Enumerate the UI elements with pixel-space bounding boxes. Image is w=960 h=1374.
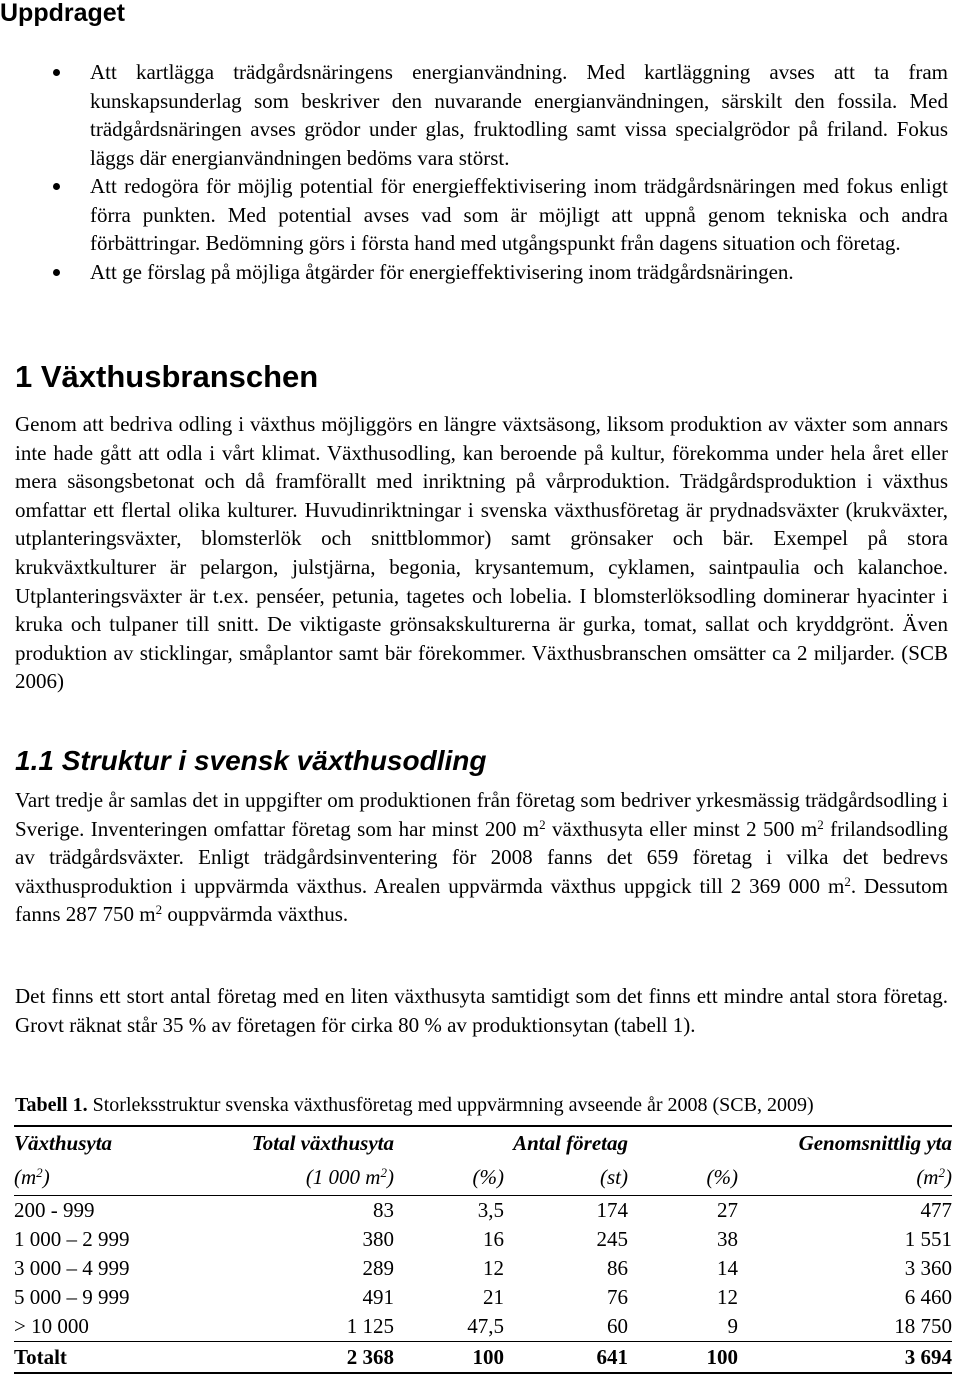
table-caption-label: Tabell 1. <box>15 1094 88 1116</box>
table-cell: 1 000 – 2 999 <box>14 1227 130 1251</box>
unit-text: ) <box>945 1164 952 1189</box>
text-span: frilandsodling av trädgårdsväxter. Enligt trädgårdsinventering för 2008 fanns det 659 företag i vilka det bedrevs växthusproduktion i uppvärmda växthus. Arealen uppvärmda växthus uppgick till 2 369 000 m <box>15 816 948 898</box>
text-span: växthusyta eller minst 2 500 m <box>545 816 818 841</box>
header-cell-empty <box>394 1126 504 1159</box>
table-cell: 83 <box>373 1198 394 1222</box>
total-cell: 2 368 <box>214 1342 394 1374</box>
unit-cell: (st) <box>504 1159 628 1196</box>
header-cell: Genomsnittlig yta <box>738 1126 952 1159</box>
table-cell: 1 125 <box>346 1314 394 1338</box>
table-cell: 86 <box>607 1256 628 1280</box>
table-row <box>14 1254 952 1283</box>
bullet-dot-icon <box>53 69 60 76</box>
superscript: 2 <box>380 1164 387 1180</box>
table-cell: 3,5 <box>477 1198 504 1222</box>
table-cell: 477 <box>920 1198 952 1222</box>
text-span: ouppvärmda växthus. <box>162 902 349 927</box>
table-cell: 76 <box>607 1285 628 1309</box>
superscript: 2 <box>817 816 824 832</box>
superscript: 2 <box>155 902 163 918</box>
bullet-text: Att kartlägga trädgårdsnäringens energianvändning. Med kartläggning avses att ta fram kunskapsunderlag som beskriver den nuvarande energianvändningen, särskilt den fossila. Med trädgårdsnäringen avses grödor under glas, fruktodling samt vissa specialgrödor på friland. Fokus läggs där energianvändningen bedöms vara störst. <box>90 60 948 170</box>
header-cell: Antal företag <box>504 1126 628 1159</box>
table-cell: 289 <box>362 1256 394 1280</box>
table-cell: 14 <box>717 1256 738 1280</box>
section-1-1-paragraph-1 <box>15 786 948 929</box>
bullet-dot-icon <box>53 183 60 190</box>
total-cell: 3 694 <box>738 1342 952 1374</box>
table-total-row <box>14 1342 952 1374</box>
table-cell: 491 <box>362 1285 394 1309</box>
header-cell: Växthusyta <box>14 1126 214 1159</box>
table-caption-text: Storleksstruktur svenska växthusföretag med uppvärmning avseende år 2008 (SCB, 2009) <box>87 1094 814 1116</box>
table-cell: 18 750 <box>894 1314 952 1338</box>
table-cell: 27 <box>717 1198 738 1222</box>
superscript: 2 <box>938 1164 945 1180</box>
bullet-text: Att redogöra för möjlig potential för energieffektivisering inom trädgårdsnäringen med fokus enligt förra punkten. Med potential avses vad som är möjligt att uppnå genom tekniska och andra förbättringar. Bedömning görs i första hand med utgångspunkt från dagens situation och företag. <box>90 174 948 255</box>
table-cell: 38 <box>717 1227 738 1251</box>
table-cell: > 10 000 <box>14 1314 89 1338</box>
total-cell: 100 <box>628 1342 738 1374</box>
superscript: 2 <box>36 1164 43 1180</box>
header-cell: Total växthusyta <box>214 1126 394 1159</box>
unit-cell <box>14 1159 214 1196</box>
table-cell: 21 <box>483 1285 504 1309</box>
total-cell: 100 <box>394 1342 504 1374</box>
table-cell: 6 460 <box>904 1285 952 1309</box>
assignment-bullet-list <box>0 58 960 286</box>
unit-text: ) <box>387 1164 394 1189</box>
text-span: Vart tredje år samlas det in uppgifter om produktionen från företag som bedriver yrkesmässig trädgårdsodling i Sverige. Inventeringen omfattar företag som har minst 200 m <box>15 788 948 841</box>
table-cell: 47,5 <box>467 1314 504 1338</box>
section-1-paragraph: Genom att bedriva odling i växthus möjliggörs en längre växtsäsong, liksom produktion av växter som annars inte hade gått att odla i vårt klimat. Växthusodling, kan beroende på kultur, förekomma under hela året eller mera säsongsbetonat och då framförallt med inriktning på vårproduktion. Trädgårdsproduktion i växthus omfattar ett flertal olika kulturer. Huvudinriktningar i svenska växthusföretag är prydnadsväxter (krukväxter, utplanteringsväxter, blomsterlök och snittblommor) samt grönsaker och bär. Exempel på stora krukväxtkulturer är pelargon, julstjärna, begonia, krysantemum, cyklamen, saintpaulia och kalanchoe. Utplanteringsväxter är t.ex. penséer, petunia, tagetes och lobelia. I blomsterlöksodling dominerar hyacinter i kruka och tulpaner till snitt. De viktigaste grönsakskulturerna är gurka, tomat, sallat och kryddgrönt. Även produktion av sticklingar, småplantor samt bär förekommer. Växthusbranschen omsätter ca 2 miljarder. (SCB 2006) <box>15 412 948 694</box>
superscript: 2 <box>539 816 546 832</box>
table-caption <box>15 1092 814 1118</box>
table-cell: 3 360 <box>904 1256 952 1280</box>
table-cell: 60 <box>607 1314 628 1338</box>
unit-text: (m <box>14 1164 37 1189</box>
table-cell: 12 <box>483 1256 504 1280</box>
bullet-text: Att ge förslag på möjliga åtgärder för energieffektivisering inom trädgårdsnäringen. <box>90 259 794 284</box>
table-unit-row <box>14 1159 952 1196</box>
total-cell: Totalt <box>14 1342 214 1374</box>
heading-uppdraget: Uppdraget <box>0 0 125 27</box>
header-cell-empty <box>628 1126 738 1159</box>
size-structure-table <box>14 1125 952 1374</box>
table-row <box>14 1196 952 1226</box>
table-cell: 3 000 – 4 999 <box>14 1256 130 1280</box>
unit-cell <box>738 1159 952 1196</box>
table-cell: 380 <box>362 1227 394 1251</box>
bullet-item <box>0 172 960 258</box>
table-cell: 174 <box>596 1198 628 1222</box>
text-span: . Dessutom fanns 287 750 m <box>15 873 948 927</box>
bullet-dot-icon <box>53 269 60 276</box>
unit-text: ) <box>42 1164 50 1189</box>
unit-cell: (%) <box>394 1159 504 1196</box>
unit-cell: (%) <box>628 1159 738 1196</box>
table-cell: 200 - 999 <box>14 1198 95 1222</box>
table-cell: 245 <box>596 1227 628 1251</box>
table-cell: 1 551 <box>904 1227 952 1251</box>
bullet-item <box>0 258 960 287</box>
table-cell: 12 <box>717 1285 738 1309</box>
section-1-heading: 1 Växthusbranschen <box>15 359 319 394</box>
superscript: 2 <box>844 873 851 889</box>
table-row <box>14 1283 952 1312</box>
section-1-1-heading: 1.1 Struktur i svensk växthusodling <box>15 745 487 776</box>
table-row <box>14 1312 952 1342</box>
table-cell: 16 <box>483 1227 504 1251</box>
table-row <box>14 1225 952 1254</box>
section-1-1-paragraph-2: Det finns ett stort antal företag med en liten växthusyta samtidigt som det finns ett mindre antal stora företag. Grovt räknat står 35 % av företagen för cirka 80 % av produktionsytan (tabell 1). <box>15 984 948 1037</box>
total-cell: 641 <box>504 1342 628 1374</box>
unit-cell <box>214 1159 394 1196</box>
unit-text: (m <box>916 1164 939 1189</box>
bullet-item <box>0 58 960 172</box>
table-cell: 9 <box>727 1314 738 1338</box>
table-cell: 5 000 – 9 999 <box>14 1285 130 1309</box>
unit-text: (1 000 m <box>305 1164 381 1189</box>
table-header-row <box>14 1126 952 1159</box>
